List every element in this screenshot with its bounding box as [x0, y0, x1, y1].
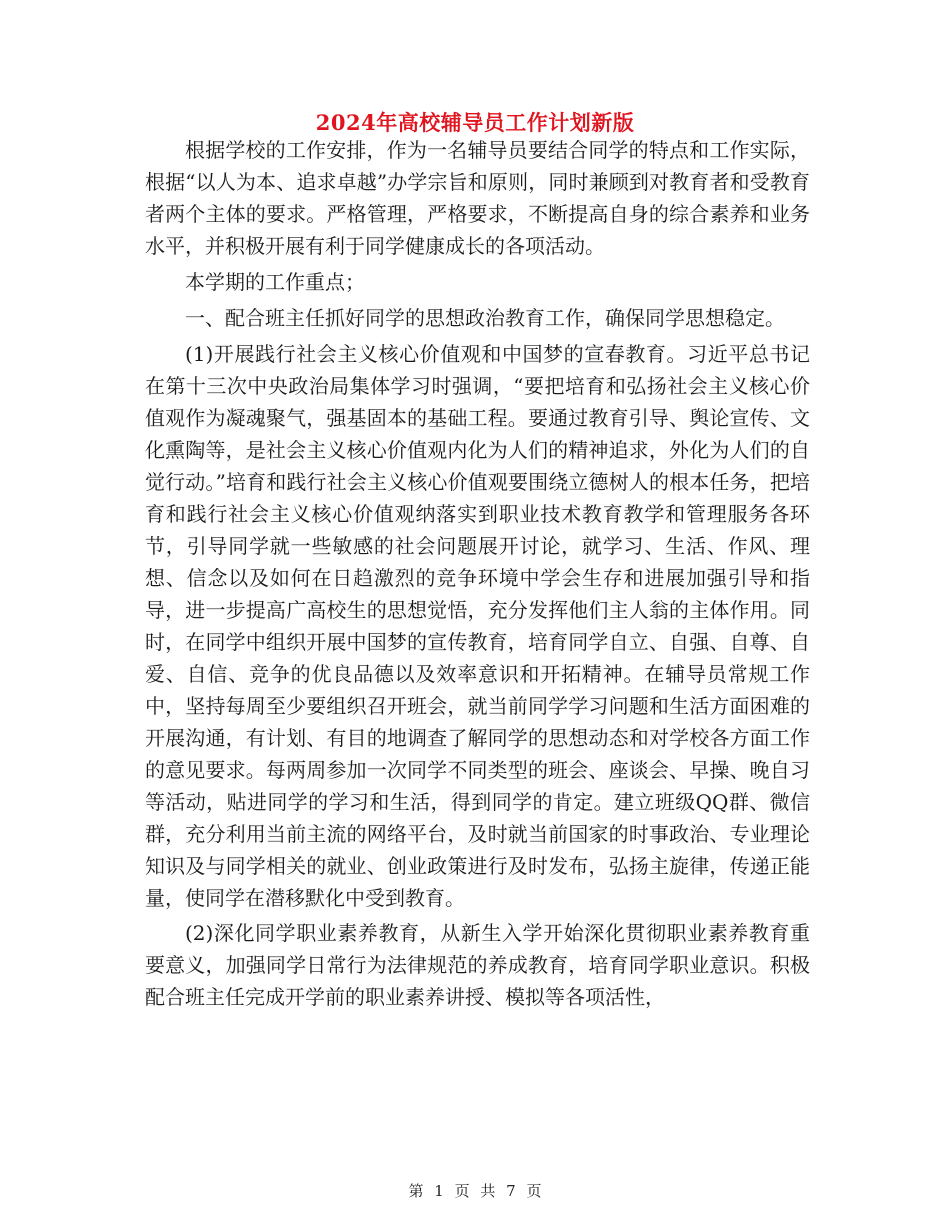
paragraph-intro: 根据学校的工作安排，作为一名辅导员要结合同学的特点和工作实际，根据“以人为本、追求卓越”办学宗旨和原则，同时兼顾到对教育者和受教育者两个主体的要求。严格管理，严格要求，不断提高自身的综合素养和业务水平，并积极开展有利于同学健康成长的各项活动。	[145, 138, 810, 258]
document-title: 2024年高校辅导员工作计划新版	[315, 110, 635, 135]
document-body	[145, 134, 810, 1016]
paragraph-focus-heading: 本学期的工作重点；	[185, 270, 365, 294]
page-number-footer: 第 1 页 共 7 页	[408, 1182, 542, 1200]
paragraph-item-1: (1)开展践行社会主义核心价值观和中国梦的宣春教育。习近平总书记在第十三次中央政治局集体学习时强调，“要把培育和弘扬社会主义核心价值观作为凝魂聚气，强基固本的基础工程。要通过教育引导、舆论宣传、文化熏陶等，是社会主义核心价值观内化为人们的精神追求，外化为人们的自觉行动。”培育和践行社会主义核心价值观要围绕立德树人的根本任务，把培育和践行社会主义核心价值观纳落实到职业技术教育教学和管理服务各环节，引导同学就一些敏感的社会问题展开讨论，就学习、生活、作风、理想、信念以及如何在日趋激烈的竞争环境中学会生存和进展加强引导和指导，进一步提高广高校生的思想觉悟，充分发挥他们主人翁的主体作用。同时，在同学中组织开展中国梦的宣传教育，培育同学自立、自强、自尊、自爱、自信、竞争的优良品德以及效率意识和开拓精神。在辅导员常规工作中，坚持每周至少要组织召开班会，就当前同学学习问题和生活方面困难的开展沟通，有计划、有目的地调查了解同学的思想动态和对学校各方面工作的意见要求。每两周参加一次同学不同类型的班会、座谈会、早操、晚自习等活动，贴进同学的学习和生活，得到同学的肯定。建立班级QQ群、微信群，充分利用当前主流的网络平台，及时就当前国家的时事政治、专业理论知识及与同学相关的就业、创业政策进行及时发布，弘扬主旋律，传递正能量，使同学在潜移默化中受到教育。	[145, 342, 810, 910]
paragraph-section-one: 一、配合班主任抓好同学的思想政治教育工作，确保同学思想稳定。	[185, 306, 785, 330]
paragraph-item-2: (2)深化同学职业素养教育，从新生入学开始深化贯彻职业素养教育重要意义，加强同学日常行为法律规范的养成教育，培育同学职业意识。积极配合班主任完成开学前的职业素养讲授、模拟等各项活性，	[145, 921, 810, 1009]
